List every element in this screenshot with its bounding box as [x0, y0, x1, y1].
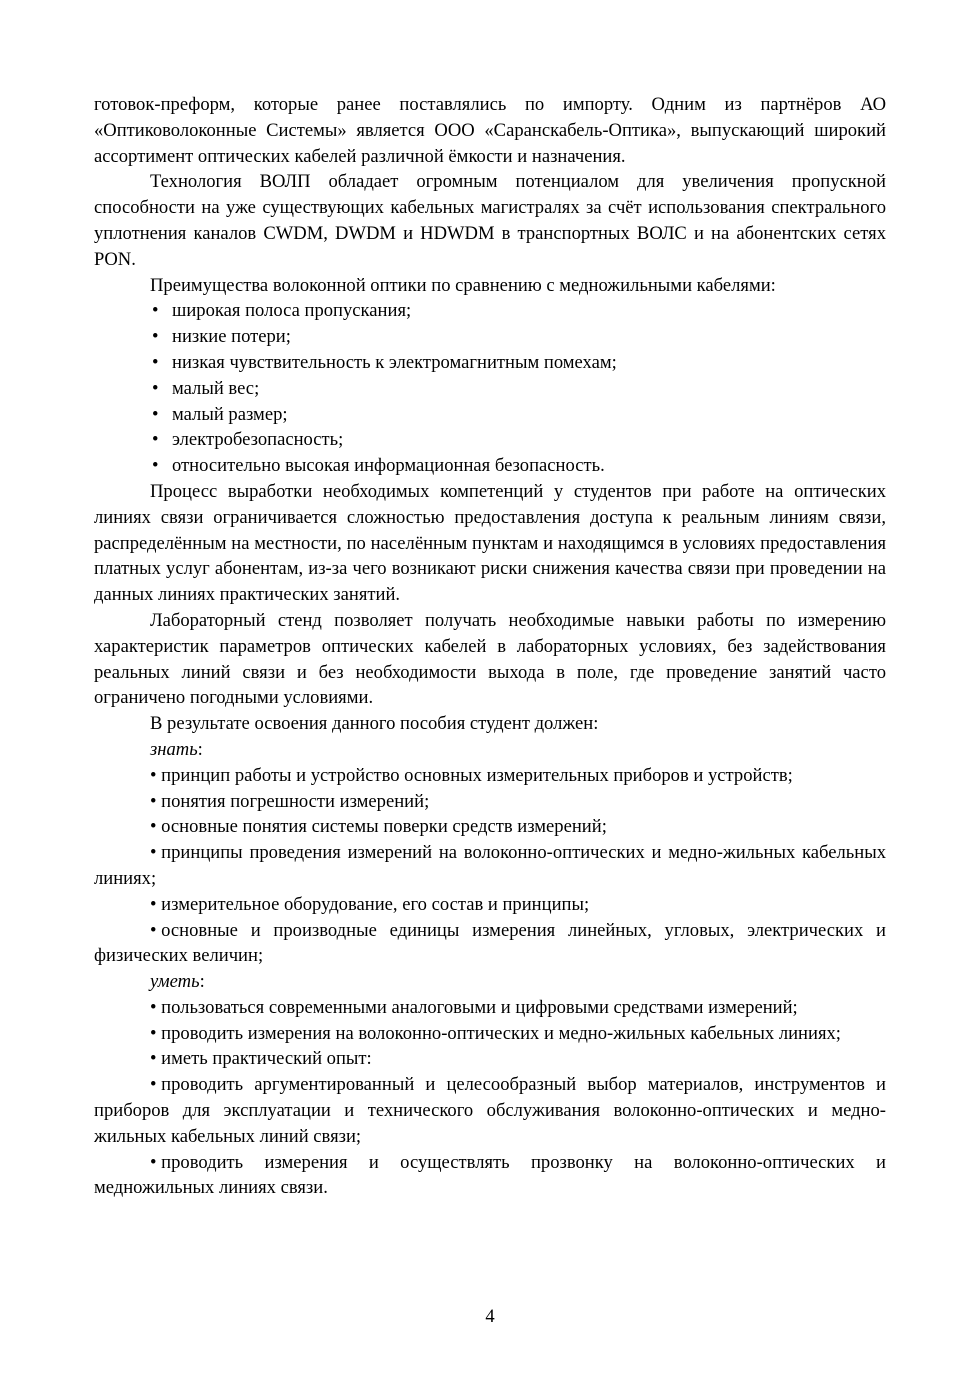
list-item-text: малый размер; [172, 403, 288, 425]
can-item-text: иметь практический опыт: [161, 1048, 372, 1070]
list-item [94, 298, 886, 324]
know-item [94, 763, 886, 789]
can-item [94, 1046, 886, 1072]
list-item [94, 427, 886, 453]
advantages-list [94, 298, 886, 479]
know-heading-text: знать [150, 738, 198, 760]
bullet-icon: • [150, 1022, 162, 1044]
list-item-text: малый вес; [172, 377, 260, 399]
paragraph: готовок-преформ, которые ранее поставлялись по импорту. Одним из партнёров АО «Оптиковолоконные Системы» является ООО «Саранскабель-Оптика», выпускающий широкий ассортимент оптических кабелей различной ёмкости и назначения. [94, 94, 886, 167]
paragraph: Преимущества волоконной оптики по сравнению с медножильными кабелями: [150, 274, 776, 296]
know-item [94, 814, 886, 840]
know-item [94, 918, 886, 970]
know-item [94, 789, 886, 815]
bullet-icon: • [150, 893, 162, 915]
bullet-icon: • [150, 764, 162, 786]
list-item-text: относительно высокая информационная безопасность. [172, 455, 605, 477]
list-item [94, 453, 886, 479]
bullet-icon: • [150, 1074, 162, 1096]
list-item-text: низкие потери; [172, 326, 291, 348]
paragraph: В результате освоения данного пособия студент должен: [150, 713, 599, 735]
can-heading-text: уметь [150, 971, 200, 993]
know-item [94, 892, 886, 918]
can-item [94, 995, 886, 1021]
bullet-icon: • [150, 790, 162, 812]
can-item [94, 1150, 886, 1202]
know-item-text: понятия погрешности измерений; [161, 790, 430, 812]
list-item-text: низкая чувствительность к электромагнитным помехам; [172, 351, 617, 373]
know-item-text: измерительное оборудование, его состав и принципы; [161, 893, 590, 915]
paragraph: Процесс выработки необходимых компетенций у студентов при работе на оптических линиях связи ограничивается сложностью предоставления доступа к реальным линиям связи, распределённым на местности, по населённым пунктам и находящимся в условиях предоставления платных услуг абонентам, из-за чего возникают риски снижения качества связи при проведении на данных линиях практических занятий. [94, 480, 886, 606]
can-item [94, 1021, 886, 1047]
list-item [94, 402, 886, 428]
list-item [94, 324, 886, 350]
bullet-icon: • [150, 1151, 162, 1173]
can-heading-colon: : [199, 971, 205, 993]
bullet-icon: • [150, 919, 162, 941]
know-heading [94, 737, 886, 763]
page-number: 4 [485, 1306, 495, 1327]
know-item-text: принципы проведения измерений на волоконно-оптических и медно-жильных кабельных линиях; [94, 842, 886, 889]
paragraph: Лабораторный стенд позволяет получать необходимые навыки работы по измерению характеристик параметров оптических кабелей в лабораторных условиях, без задействования реальных линий связи и без необходимости выхода в поле, где проведение занятий часто ограничено погодными условиями. [94, 609, 886, 709]
list-item-text: электробезопасность; [172, 429, 344, 451]
bullet-icon: • [150, 1048, 162, 1070]
know-item [94, 840, 886, 892]
can-heading [94, 969, 886, 995]
know-item-text: принцип работы и устройство основных измерительных приборов и устройств; [161, 764, 793, 786]
can-item [94, 1072, 886, 1149]
can-item-text: проводить измерения и осуществлять прозвонку на волоконно-оптических и медножильных линиях связи. [94, 1151, 886, 1199]
can-item-text: проводить аргументированный и целесообразный выбор материалов, инструментов и приборов для эксплуатации и технического обслуживания волоконно-оптических и медно-жильных кабельных линий связи; [94, 1074, 886, 1147]
bullet-icon: • [150, 816, 162, 838]
bullet-icon: • [150, 842, 162, 864]
document-page [94, 92, 886, 1201]
can-item-text: пользоваться современными аналоговыми и цифровыми средствами измерений; [161, 996, 798, 1018]
know-item-text: основные понятия системы поверки средств измерений; [161, 816, 607, 838]
know-heading-colon: : [197, 738, 203, 760]
list-item [94, 376, 886, 402]
know-item-text: основные и производные единицы измерения линейных, угловых, электрических и физических величин; [94, 919, 886, 967]
paragraph: Технология ВОЛП обладает огромным потенциалом для увеличения пропускной способности на уже существующих кабельных магистралях за счёт использования спектрального уплотнения каналов CWDM, DWDM и HDWDM в транспортных ВОЛС и на абонентских сетях PON. [94, 171, 886, 270]
list-item [94, 350, 886, 376]
list-item-text: широкая полоса пропускания; [172, 300, 412, 322]
can-item-text: проводить измерения на волоконно-оптических и медно-жильных кабельных линиях; [161, 1022, 841, 1044]
bullet-icon: • [150, 996, 162, 1018]
